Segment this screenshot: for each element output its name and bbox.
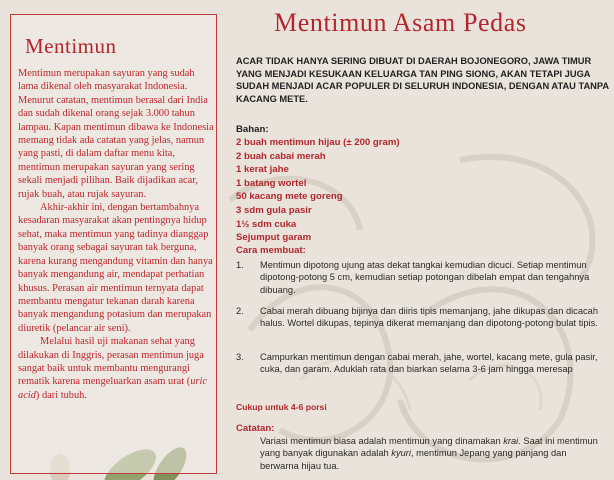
recipe-intro: ACAR TIDAK HANYA SERING DIBUAT DI DAERAH BOJONEGORO, JAWA TIMUR YANG MENJADI KESUKAAN KELUARGA TAN PING SIONG, AKAN TETAPI JUGA SUDAH MENJADI ACAR POPULER DI SELURUH INDONESIA, DENGAN ATAU TANPA KACANG METE. xyxy=(236,56,610,104)
recipe-title: Mentimun Asam Pedas xyxy=(274,8,527,37)
notes-text: Variasi mentimun biasa adalah mentimun yang dinamakan krai. Saat ini mentimun yang banyak digunakan adalah kyuri, mentimun Jepang yang panjang dan berwarna hijau tua. xyxy=(260,436,598,471)
sidebar-title: Mentimun xyxy=(25,34,117,58)
method-step-1: 1. Mentimun dipotong ujung atas dekat tangkai kemudian dicuci. Setiap mentimun dipotong-potong 5 cm, kemudian setiap potongan dibelah empat dan tengahnya dibuang. xyxy=(236,260,590,295)
list-item: 2 buah cabai merah xyxy=(236,150,326,162)
list-item: 1 batang wortel xyxy=(236,177,307,189)
list-item: 50 kacang mete goreng xyxy=(236,191,343,203)
ingredients-heading: Bahan: xyxy=(236,124,269,135)
notes-heading: Catatan: xyxy=(236,423,275,434)
list-item: 2 buah mentimun hijau (± 200 gram) xyxy=(236,137,400,148)
list-item: 1½ sdm cuka xyxy=(236,218,297,230)
servings: Cukup untuk 4-6 porsi xyxy=(236,402,327,412)
list-item: 3 sdm gula pasir xyxy=(236,204,312,216)
method-step-2: 2. Cabai merah dibuang bijinya dan diiris tipis memanjang, jahe dikupas dan dicacah halus. Wortel dikupas, tepinya dikerat memanjang dan dipotong-potong bulat tipis. xyxy=(236,306,598,329)
sidebar-paragraph-3: Melalui hasil uji makanan sehat yang dilakukan di Inggris, perasan mentimun juga sangat baik untuk membantu mengurangi rematik karena mengeluarkan asam urat (uric acid) dari tubuh. xyxy=(18,336,207,401)
method-step-3: 3. Campurkan mentimun dengan cabai merah, jahe, wortel, kacang mete, gula pasir, cuka, dan garam. Aduklah rata dan biarkan selama 3-6 jam hingga meresap xyxy=(236,352,598,375)
method-heading: Cara membuat: xyxy=(236,245,306,256)
sidebar-body xyxy=(18,67,214,402)
list-item: 1 kerat jahe xyxy=(236,164,289,176)
list-item: Sejumput garam xyxy=(236,232,312,244)
ingredients-list xyxy=(236,136,400,245)
sidebar-box xyxy=(10,14,217,474)
sidebar-paragraph-1: Mentimun merupakan sayuran yang sudah lama dikenal oleh masyarakat Indonesia. Menurut catatan, mentimun berasal dari India dan sudah dikenal orang sejak 3.000 tahun lampau. Kapan mentimun dibawa ke Indonesia memang tidak ada catatan yang jelas, namun yang pasti, di dalam daftar menu kita, mentimun merupakan sayuran yang sering sekali menjadi pilihan. Baik dijadikan acar, rujak buah, atau rujak sayuran. xyxy=(18,68,214,200)
sidebar-paragraph-2: Akhir-akhir ini, dengan bertambahnya kesadaran masyarakat akan pentingnya hidup sehat, maka mentimun yang tadinya dianggap banyak orang sebagai sayuran tak berguna, karena kurang mengandung vitamin dan hanya banyak mengandung air, mendapat perhatian khusus. Perasan air mentimun ternyata dapat membantu mengatur tekanan darah karena banyak mengandung potasium dan merupakan diuretik (pelancar air seni). xyxy=(18,202,213,334)
